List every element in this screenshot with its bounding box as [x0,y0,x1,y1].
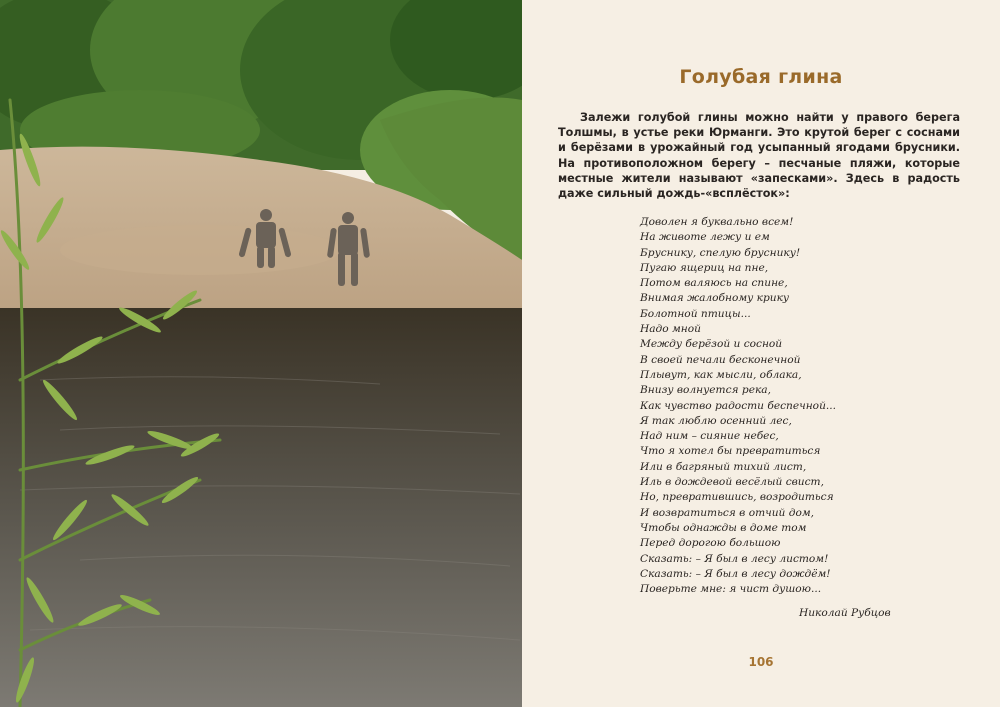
poem-line: Сказать: – Я был в лесу дождём! [640,567,831,580]
poem-line: Перед дорогою большою [640,537,781,550]
poem-line: Внизу волнуется река, [640,384,771,397]
poem-line: Но, превратившись, возродиться [640,491,834,504]
poem-line: И возвратиться в отчий дом, [640,506,814,519]
poem-line: В своей печали бесконечной [640,353,801,366]
intro-text: Залежи голубой глины можно найти у правого берега Толшмы, в устье реки Юрманги. Это крутой берег с соснами и берёзами в урожайный год усыпанный ягодами брусники. На противоположном берегу – песчаные пляжи, которые местные жители называют «запесками». Здесь в радость даже сильный дождь-«всплёсток»: [558,111,960,201]
poem-line: Иль в дождевой весёлый свист, [640,476,824,489]
poem-line: Бруснику, спелую бруснику! [640,246,801,259]
poem-line: Потом валяюсь на спине, [640,277,788,290]
page-number: 106 [748,655,774,669]
poem-line: Пугаю ящериц на пне, [640,261,769,274]
page-title: Голубая глина [679,66,843,88]
poem-line: Плывут, как мысли, облака, [640,368,802,381]
text-page [522,0,1000,707]
poem-line: Поверьте мне: я чист душою... [640,583,822,596]
poem [640,215,836,597]
poem-line: Я так люблю осенний лес, [640,414,792,427]
poem-line: Чтобы однажды в доме том [640,521,807,534]
poem-line: Внимая жалобному крику [640,292,790,305]
poem-author: Николай Рубцов [799,607,891,619]
poem-line: Болотной птицы... [640,307,751,320]
poem-line: Между берёзой и сосной [640,338,783,351]
poem-line: Над ним – сияние небес, [640,430,779,443]
poem-line: На животе лежу и ем [640,231,770,244]
poem-line: Или в багряный тихий лист, [640,460,807,473]
poem-line: Что я хотел бы превратиться [640,445,821,458]
poem-line: Сказать: – Я был в лесу листом! [640,552,829,565]
poem-line: Доволен я буквально всем! [640,216,794,228]
intro-paragraph [558,110,960,201]
poem-line: Как чувство радости беспечной... [640,399,836,412]
poem-line: Надо мной [640,323,701,336]
